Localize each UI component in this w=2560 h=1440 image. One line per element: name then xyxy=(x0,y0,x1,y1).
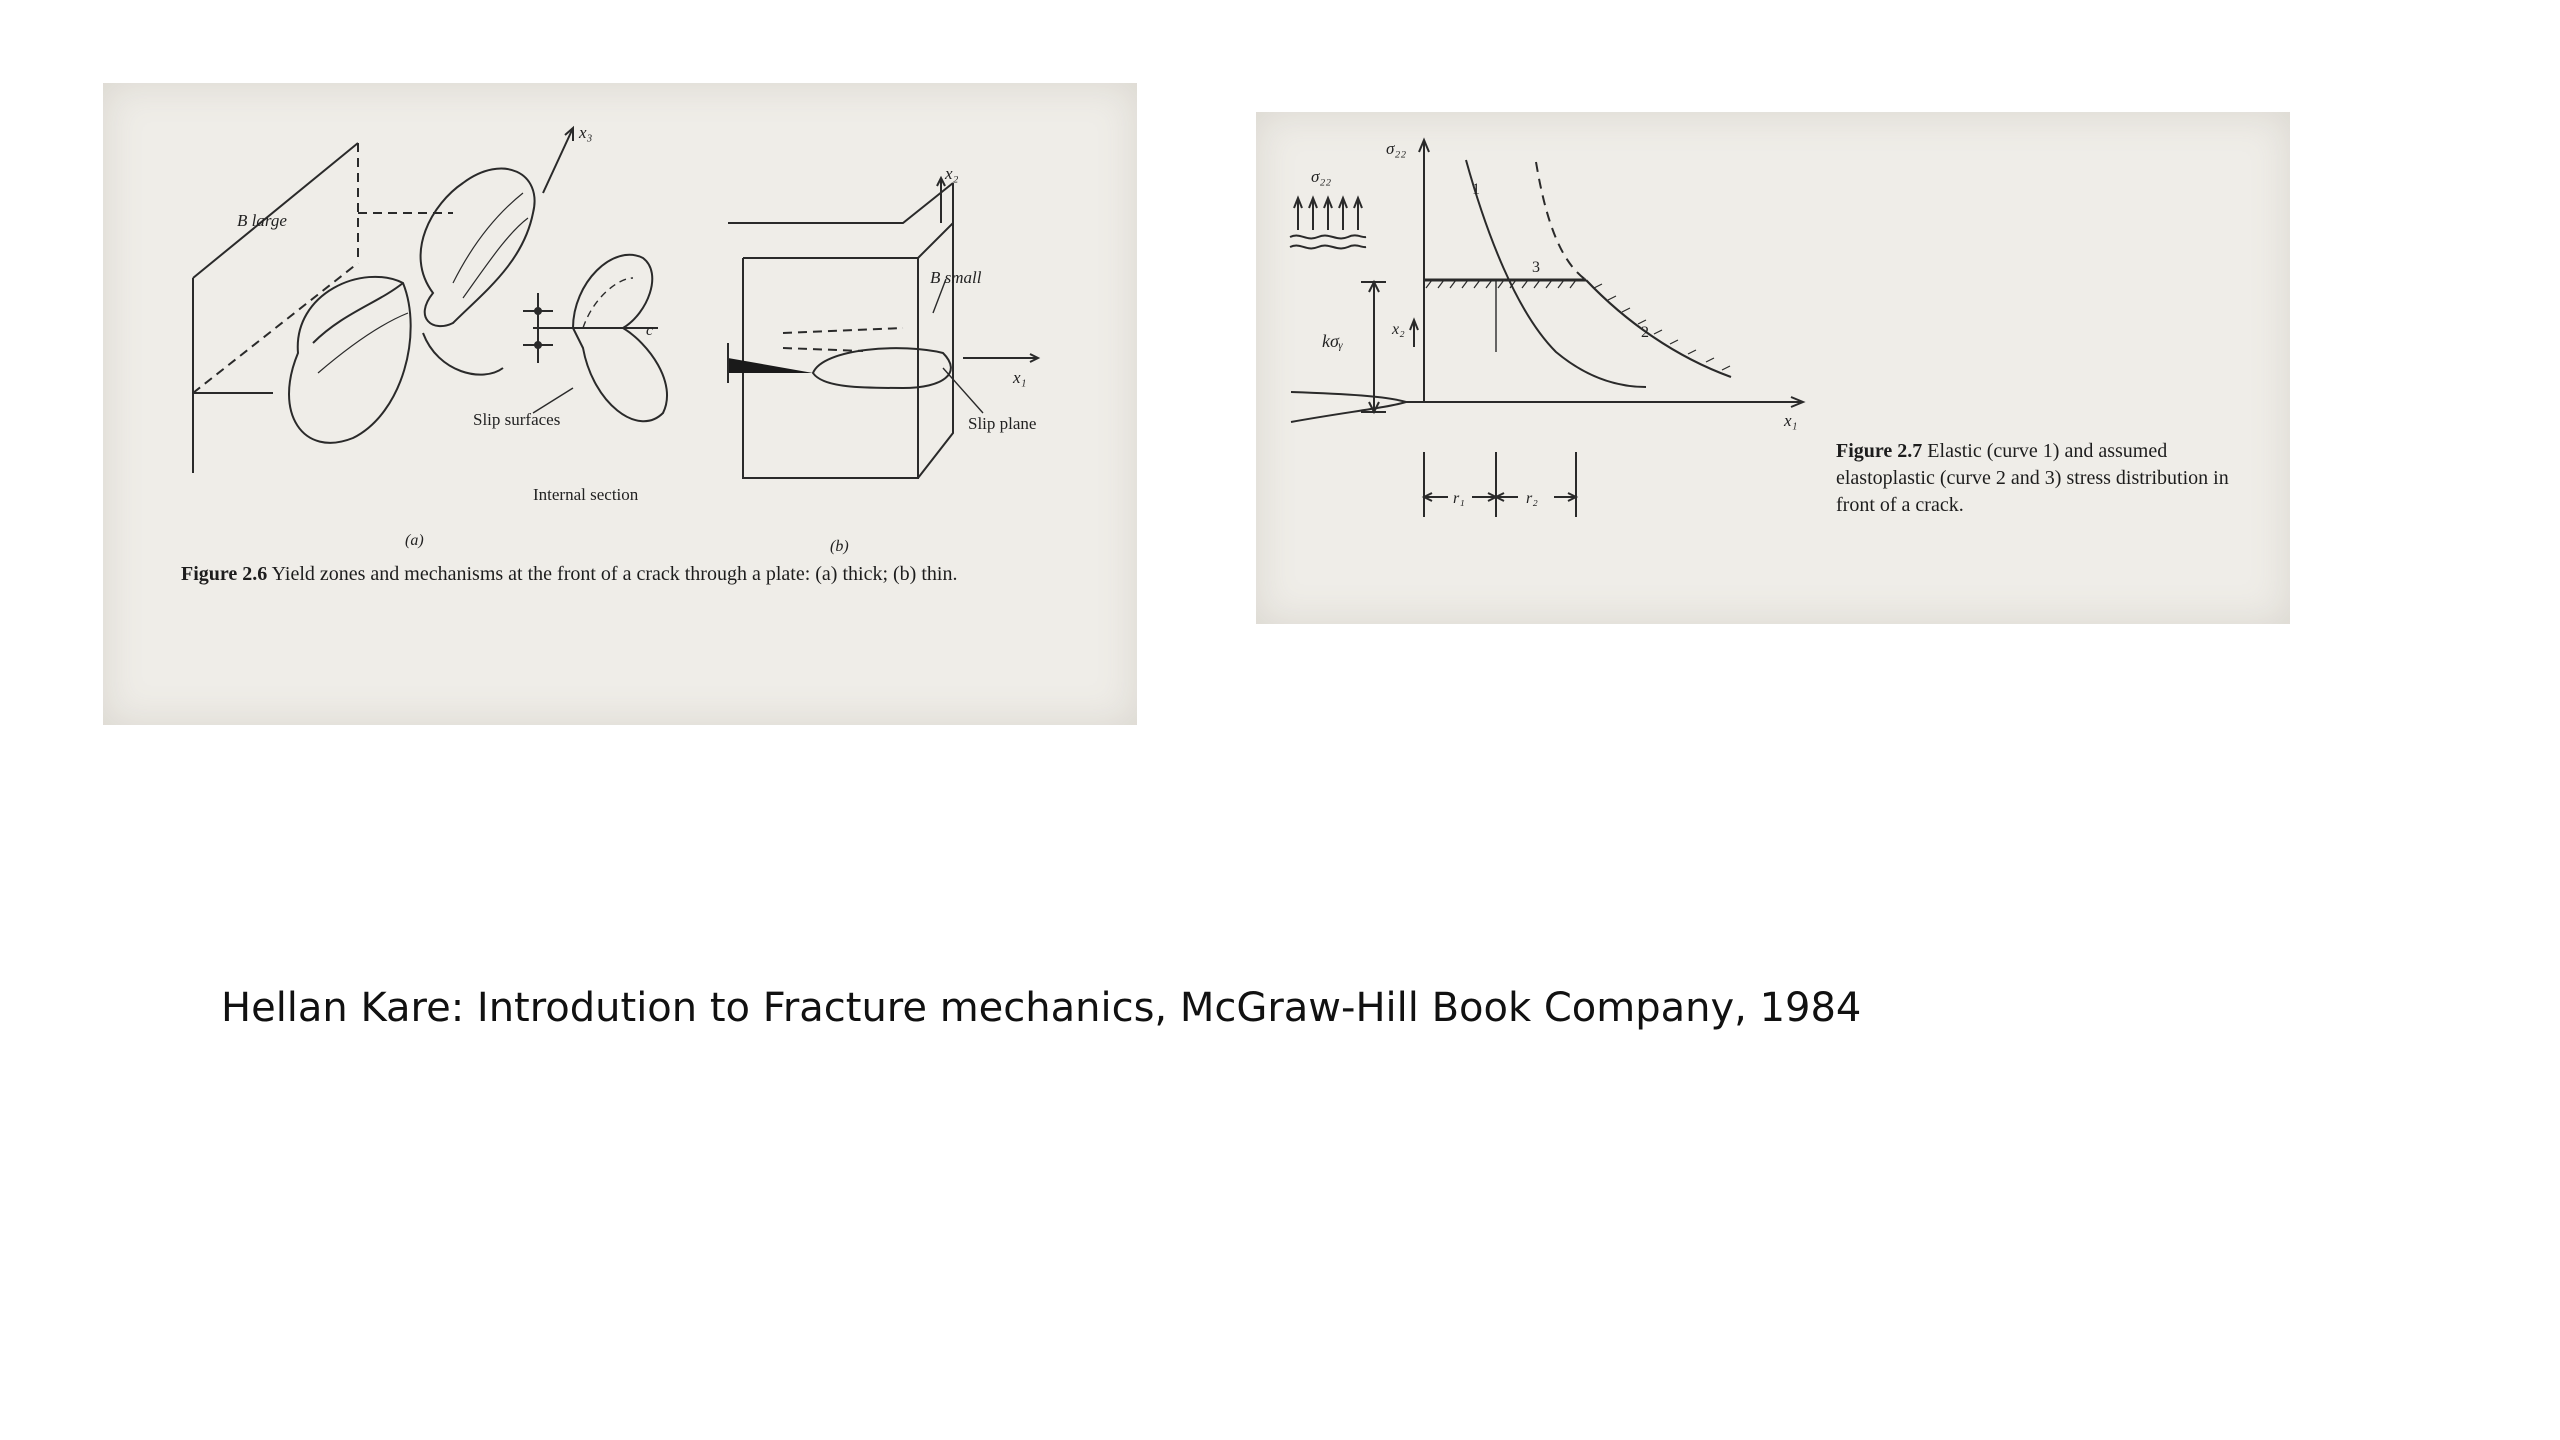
label-sigma22-axis: σ₂₂ xyxy=(1386,139,1407,158)
label-curve-1: 1 xyxy=(1472,181,1480,198)
label-panel-a: (a) xyxy=(405,532,424,549)
figure-2-7-drawing xyxy=(1256,112,2290,624)
source-citation: Hellan Kare: Introdution to Fracture mechanics, McGraw-Hill Book Company, 1984 xyxy=(221,985,1862,1031)
label-sigma22-load: σ₂₂ xyxy=(1311,167,1332,186)
figure-2-6-scan xyxy=(103,83,1137,725)
label-c: c xyxy=(646,322,654,339)
label-b-small: B small xyxy=(930,268,982,287)
figure-2-7-number: Figure 2.7 xyxy=(1836,440,1923,462)
figure-2-6-drawing xyxy=(103,83,1137,725)
figure-2-7-scan xyxy=(1256,112,2290,624)
label-k-sigma-y: kσᵧ xyxy=(1322,331,1344,351)
label-r2: r₂ xyxy=(1526,490,1538,507)
figure-2-6-caption-text: Yield zones and mechanisms at the front of a crack through a plate: (a) thick; (b) thin. xyxy=(271,563,958,585)
figure-2-7-caption-text: Elastic (curve 1) and assumed elastoplastic (curve 2 and 3) stress distribution in front of a crack. xyxy=(1836,440,2229,516)
figure-2-6-caption xyxy=(181,563,1141,586)
label-b-large: B large xyxy=(237,211,287,230)
label-x2-b: x₂ xyxy=(945,164,959,183)
figure-2-6-number: Figure 2.6 xyxy=(181,563,268,585)
label-internal-section: Internal section xyxy=(533,485,639,504)
label-r1: r₁ xyxy=(1453,490,1465,507)
label-x2-small: x₂ xyxy=(1392,321,1405,338)
label-curve-2: 2 xyxy=(1641,324,1649,341)
label-x1-b: x₁ xyxy=(1013,368,1027,387)
label-slip-plane: Slip plane xyxy=(968,414,1037,433)
figure-2-7-caption xyxy=(1836,438,2246,519)
label-curve-3: 3 xyxy=(1532,259,1540,276)
label-x1-axis: x₁ xyxy=(1784,411,1798,430)
label-slip-surfaces: Slip surfaces xyxy=(473,410,561,429)
label-panel-b: (b) xyxy=(830,538,849,555)
label-x3: x₃ xyxy=(579,123,593,142)
